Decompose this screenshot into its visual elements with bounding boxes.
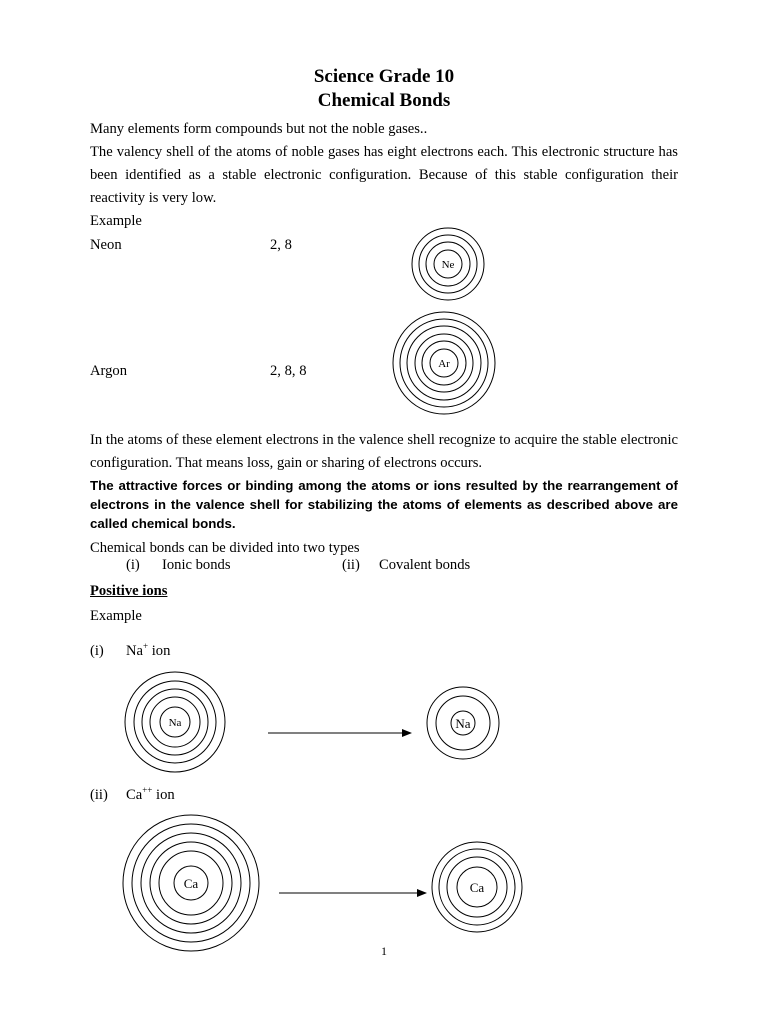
valence-paragraph: In the atoms of these element electrons in the valence shell recognize to acquire the stable electronic configuration. That means loss, gain or sharing of electrons occurs. — [90, 432, 678, 471]
argon-config: 2, 8, 8 — [270, 363, 307, 379]
neon-symbol: Ne — [441, 259, 455, 271]
ca-atom-symbol: Ca — [183, 876, 199, 891]
na-ion-symbol: Na — [455, 716, 471, 731]
positive-ions-example-label: Example — [90, 608, 142, 624]
chemical-bond-definition: The attractive forces or binding among the atoms or ions resulted by the rearrangement of electrons in the valence shell for stabilizing the atoms of elements as described above are called chemical bonds. — [90, 478, 678, 531]
na-atom-symbol: Na — [168, 717, 182, 729]
na-ion-number: (i) — [90, 643, 104, 659]
positive-ions-heading: Positive ions — [90, 583, 168, 599]
na-ion-label: Na+ ion — [126, 641, 171, 659]
intro-paragraph: The valency shell of the atoms of noble gases has eight electrons each. This electronic structure has been identified as a stable electronic configuration. Because of this stable configuration their reactivity is very low. — [90, 144, 678, 206]
argon-name: Argon — [90, 363, 128, 379]
ca-ion-symbol: Ca — [469, 880, 485, 895]
page-title: Science Grade 10 — [313, 66, 455, 87]
bond-type-ionic: Ionic bonds — [162, 557, 231, 573]
example-label: Example — [90, 213, 142, 229]
argon-symbol: Ar — [438, 358, 450, 370]
ca-ion-number: (ii) — [90, 787, 108, 803]
page-number: 1 — [381, 944, 387, 958]
intro-line: Many elements form compounds but not the noble gases.. — [90, 121, 428, 137]
bond-type-covalent: Covalent bonds — [379, 557, 471, 573]
bond-type-2-number: (ii) — [342, 557, 360, 573]
neon-name: Neon — [90, 237, 122, 253]
page-subtitle: Chemical Bonds — [317, 90, 451, 111]
bond-type-1-number: (i) — [126, 557, 140, 573]
bond-types-intro: Chemical bonds can be divided into two types — [90, 540, 360, 556]
ca-ion-label: Ca++ ion — [126, 785, 175, 803]
neon-config: 2, 8 — [270, 237, 292, 253]
